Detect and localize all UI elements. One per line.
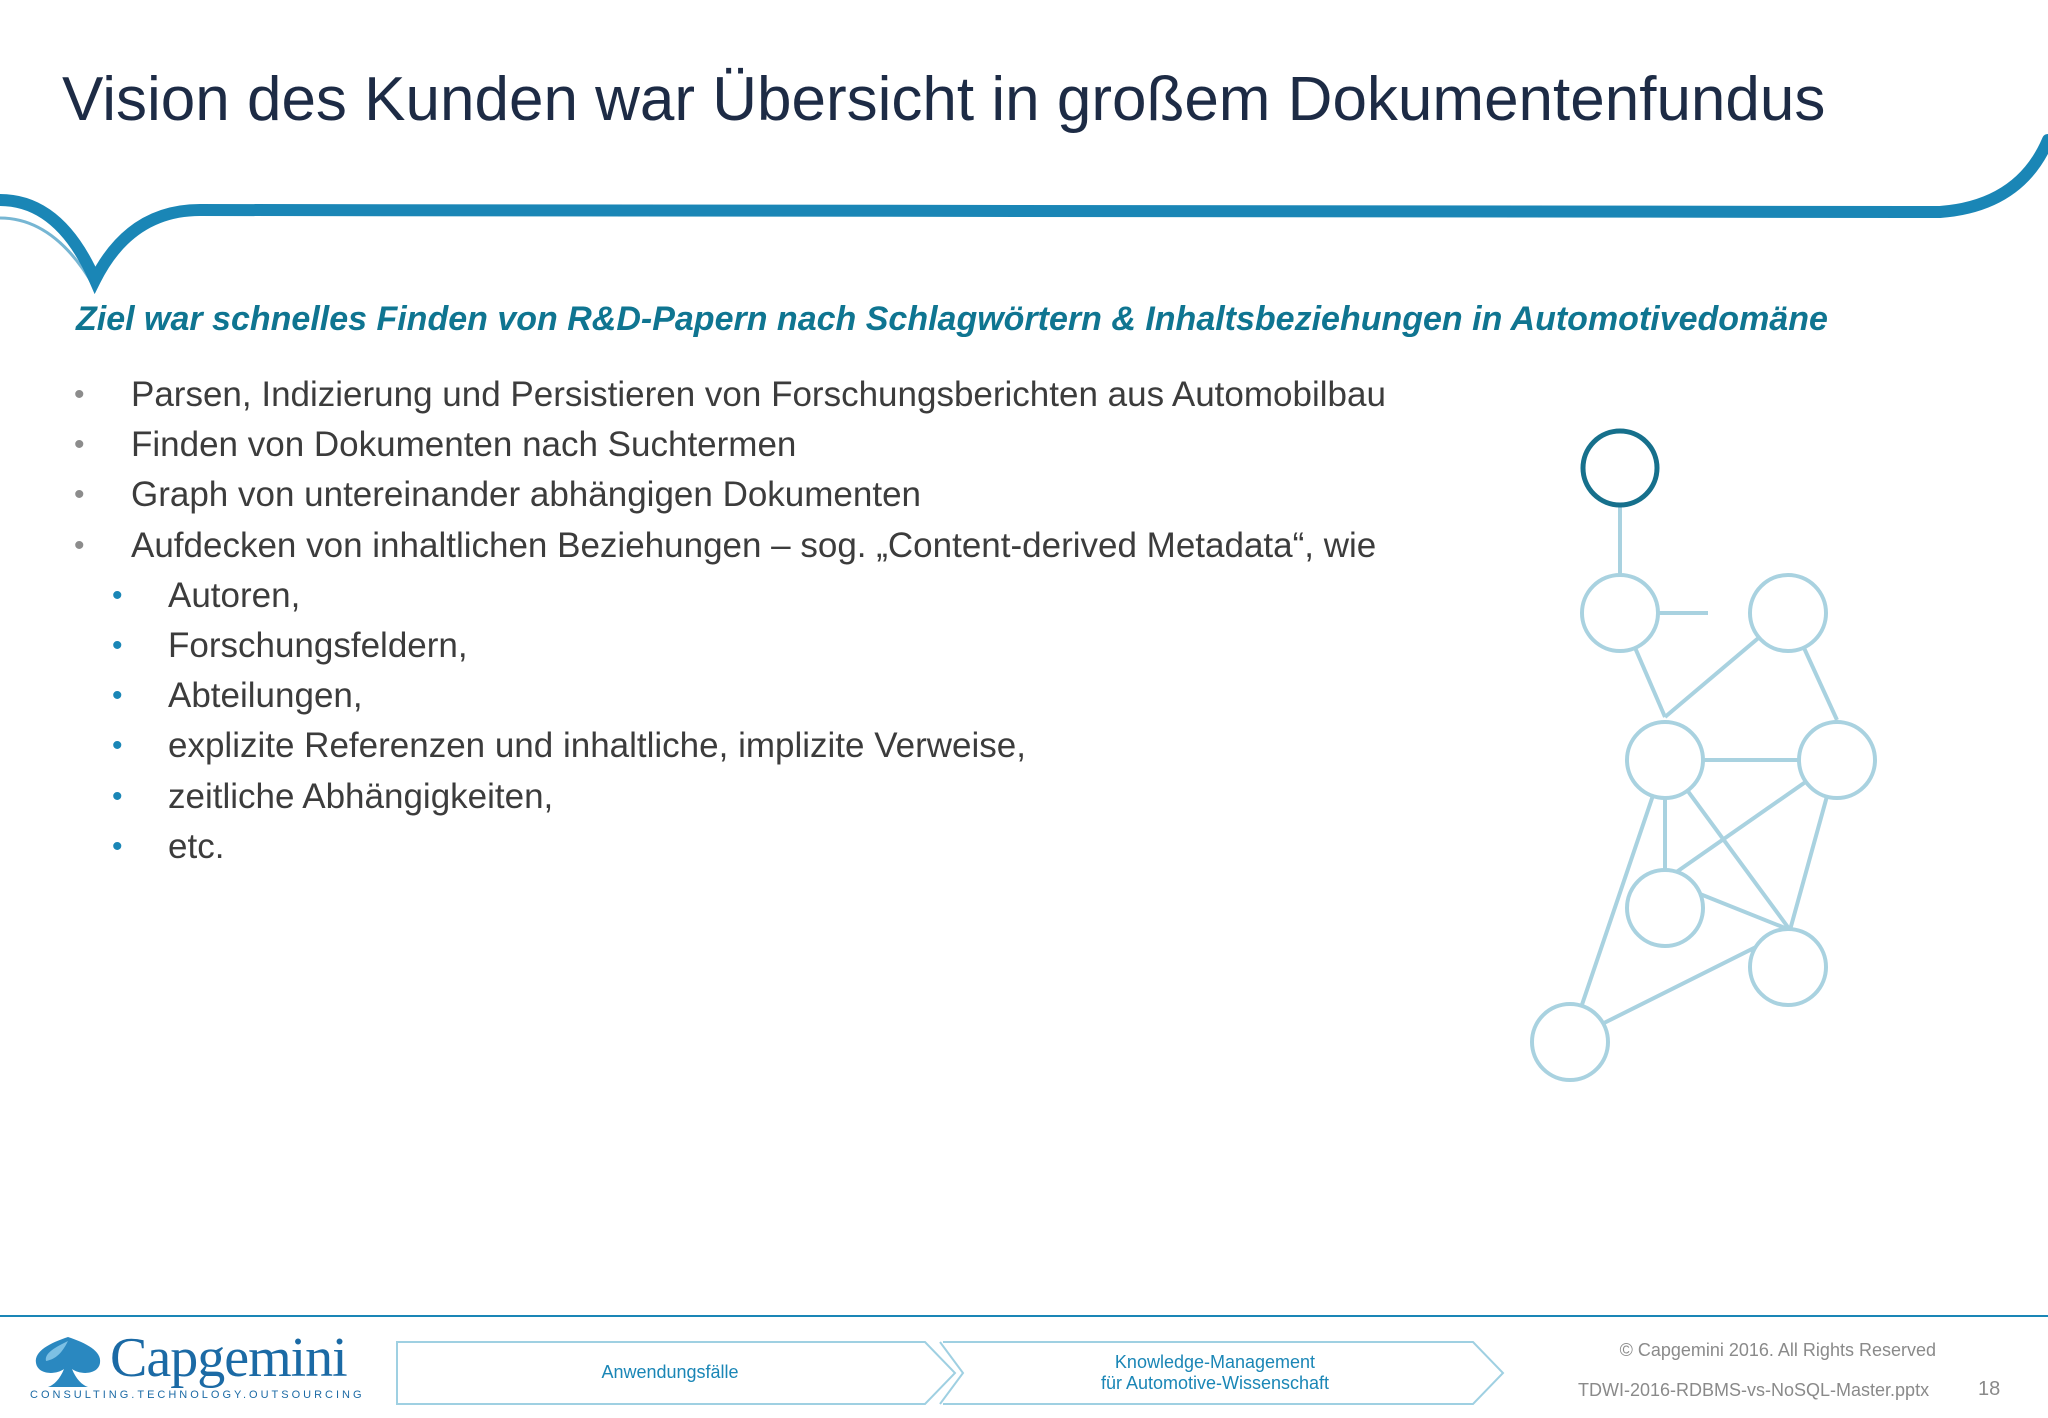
bullet-text: Graph von untereinander abhängigen Dokumenten — [131, 475, 922, 515]
bullet-text: Autoren, — [168, 575, 301, 615]
logo-wordmark: Capgemini — [110, 1327, 347, 1389]
bullet-marker: • — [112, 578, 123, 612]
file-name: TDWI-2016-RDBMS-vs-NoSQL-Master.pptx — [1578, 1380, 1930, 1400]
bullet-text: Forschungsfeldern, — [168, 625, 468, 665]
bullet-text: zeitliche Abhängigkeiten, — [168, 776, 554, 816]
bullet-marker: • — [112, 729, 123, 763]
breadcrumb-item-1[interactable]: Anwendungsfälle — [601, 1362, 739, 1382]
footer-divider — [0, 1315, 2048, 1317]
capgemini-spade-logo-icon — [30, 1333, 106, 1389]
bullet-marker: • — [112, 779, 123, 813]
bullet-marker: • — [74, 378, 85, 411]
bullet-marker: • — [74, 428, 85, 462]
bullet-text: Finden von Dokumenten nach Suchtermen — [131, 425, 797, 465]
bullet-marker: • — [74, 478, 85, 512]
bullet-text: Aufdecken von inhaltlichen Beziehungen – sog. „Content-derived Metadata“, wie — [131, 525, 1377, 565]
breadcrumb-item-2[interactable]: Knowledge-Management für Automotive-Wissenschaft — [1100, 1352, 1330, 1393]
slide-subtitle: Ziel war schnelles Finden von R&D-Papern nach Schlagwörtern & Inhaltsbeziehungen in Automotivedomäne — [76, 300, 1828, 338]
bullet-marker: • — [112, 829, 123, 863]
bullet-marker: • — [74, 528, 85, 562]
slide-title: Vision des Kunden war Übersicht in großem Dokumentenfundus — [62, 65, 1826, 134]
bullet-text: Parsen, Indizierung und Persistieren von Forschungsberichten aus Automobilbau — [131, 375, 1386, 414]
bullet-text: Abteilungen, — [168, 676, 363, 716]
logo-tagline: CONSULTING.TECHNOLOGY.OUTSOURCING — [30, 1389, 365, 1401]
bullet-marker: • — [112, 679, 123, 713]
capgemini-logo — [30, 1327, 365, 1402]
copyright-text: © Capgemini 2016. All Rights Reserved — [1619, 1340, 1936, 1360]
bullet-marker: • — [112, 628, 123, 662]
graph-network-illustration — [1500, 420, 1900, 1100]
header-swoosh — [0, 0, 2048, 300]
bullet-text: etc. — [168, 826, 225, 866]
page-number: 18 — [1978, 1378, 2001, 1400]
bullet-text: explizite Referenzen und inhaltliche, implizite Verweise, — [168, 726, 1026, 766]
